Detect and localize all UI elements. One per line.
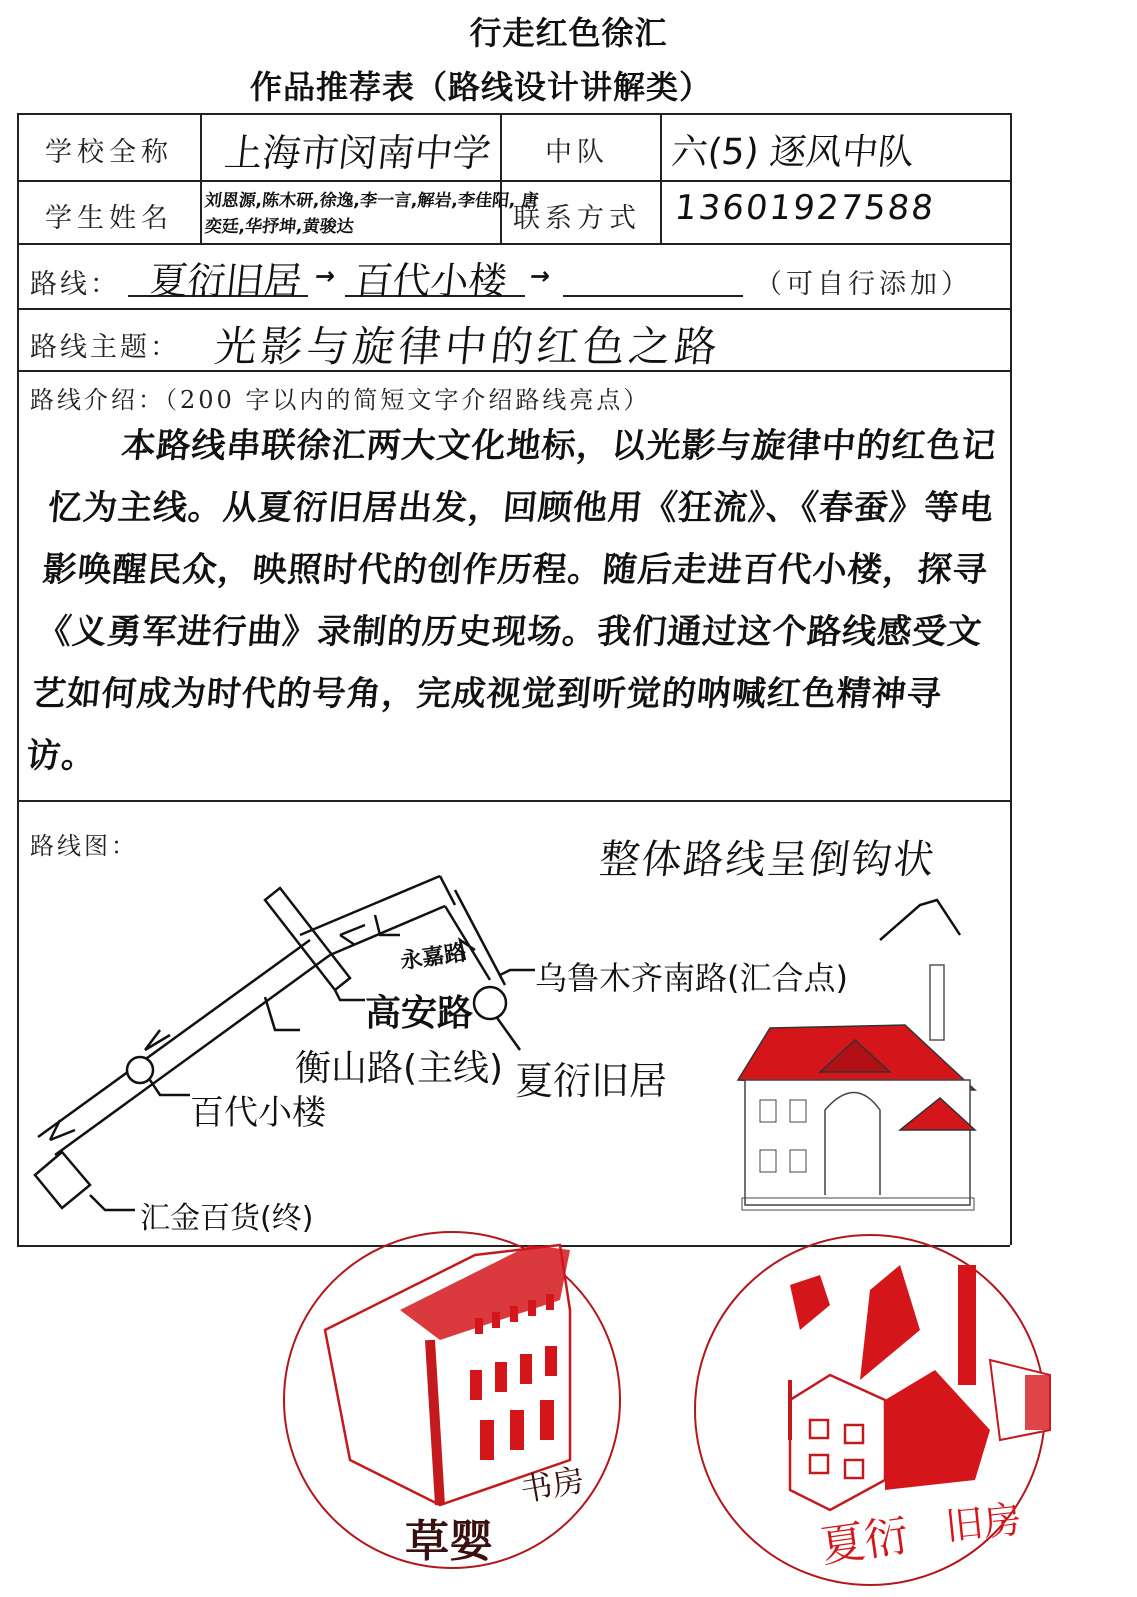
school-label: 学校全称 [45,137,173,168]
theme-label: 路线主题： [30,332,180,363]
route-hint: （可自行添加） [755,269,972,300]
document-subtitle: 作品推荐表（路线设计讲解类） [250,68,713,106]
students-line-2: 奕廷,华抒坤,黄骏达 [203,217,355,237]
map-label: 路线图： [30,832,138,860]
students-line-1: 刘恩源,陈木研,徐逸,李一言,解岩,李佳阳, 唐 [203,191,540,211]
intro-label: 路线介绍：（200 字以内的简短文字介绍路线亮点） [30,386,651,414]
route-arrow-2: → [528,262,552,290]
baidai-marker-icon [127,1057,153,1083]
huijin-marker-icon [35,1152,90,1208]
wulumuqi-road-label: 乌鲁木齐南路(汇合点) [535,959,848,997]
huijin-point-label: 汇金百货(终) [140,1201,314,1236]
meeting-point-house-icon [738,965,975,1210]
document-title: 行走红色徐汇 [469,14,668,52]
intro-body[interactable]: 本路线串联徐汇两大文化地标，以光影与旋律中的红色记忆为主线。从夏衍旧居出发，回顾他用《狂流》、《春蚕》等电影唤醒民众，映照时代的创作历程。随后走进百代小楼，探寻《义勇军进行曲》录制的历史现场。我们通过这个路线感受文艺如何成为时代的号角，完成视觉到听觉的呐喊红色精神寻访。 [24,426,999,776]
stamp1-caption-main: 草婴 [405,1516,493,1567]
hengshan-road-label: 衡山路(主线) [295,1048,504,1089]
baidai-point-label: 百代小楼 [190,1093,326,1133]
route-label: 路线： [30,269,120,300]
xiayan-marker-icon [474,987,506,1019]
stamp2-caption-main: 夏衍 [817,1510,912,1573]
hook-shape-icon [880,900,960,940]
squad-field[interactable]: 六(5) 逐风中队 [669,132,917,173]
yongjia-road-label: 永嘉路 [398,940,468,975]
route-stop-2[interactable]: 百代小楼 [352,259,509,303]
contact-field[interactable]: 13601927588 [672,188,938,228]
students-label: 学生姓名 [45,203,173,234]
route-stop-1[interactable]: 夏衍旧居 [147,259,304,303]
xiayan-point-label: 夏衍旧居 [515,1059,668,1103]
route-arrow-1: → [313,262,337,290]
stamp2-caption-sub: 旧房 [943,1497,1024,1549]
contact-label: 联系方式 [513,203,641,234]
theme-field[interactable]: 光影与旋律中的红色之路 [212,322,724,371]
school-field[interactable]: 上海市闵南中学 [222,131,493,175]
stamp1-caption-sub: 书房 [517,1460,588,1510]
map-note: 整体路线呈倒钩状 [597,837,939,883]
squad-label: 中队 [545,137,609,168]
gaoan-road-label: 高安路 [365,993,474,1034]
